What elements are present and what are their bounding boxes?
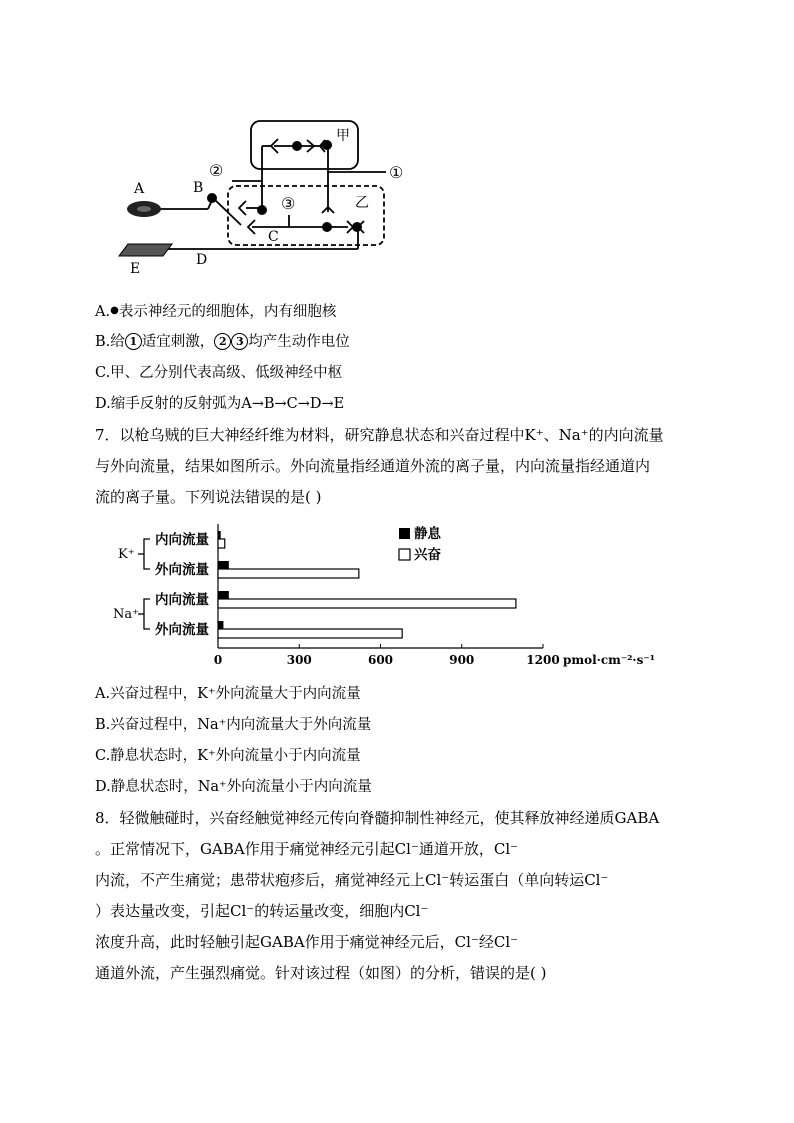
q8-line6: 通道外流，产生强烈痛觉。针对该过程（如图）的分析，错误的是( ) xyxy=(95,964,547,982)
bar-excite xyxy=(218,569,359,578)
q7-stem-line3: 流的离子量。下列说法错误的是( ) xyxy=(95,488,322,506)
q7-option-b: B.兴奋过程中，Na⁺内向流量大于外向流量 xyxy=(95,717,372,733)
legend-swatch-excite xyxy=(399,549,410,560)
label-c: C xyxy=(268,229,279,245)
reflex-arc-diagram xyxy=(0,0,794,290)
group-label-k: K⁺ xyxy=(118,547,135,562)
label-jia: 甲 xyxy=(336,128,350,144)
bar-rest xyxy=(218,561,229,569)
bar-rest xyxy=(218,591,229,599)
x-tick-label: 600 xyxy=(367,653,394,667)
category-label: 内向流量 xyxy=(155,592,209,608)
q7-stem-line1: 7．以枪乌贼的巨大神经纤维为材料，研究静息状态和兴奋过程中K⁺、Na⁺的内向流量 xyxy=(95,426,664,444)
legend-label-excite: 兴奋 xyxy=(414,547,441,563)
x-axis-label: pmol·cm⁻²·s⁻¹ xyxy=(563,653,655,667)
q7-stem-line2: 与外向流量，结果如图所示。外向流量指经通道外流的离子量，内向流量指经通道内 xyxy=(95,457,651,475)
q7-option-d: D.静息状态时，Na⁺外向流量小于内向流量 xyxy=(95,779,372,795)
legend-label-rest: 静息 xyxy=(414,526,441,542)
label-n3: ③ xyxy=(281,194,296,213)
group-label-na: Na⁺ xyxy=(113,607,139,622)
q6-option-a: A.●表示神经元的细胞体，内有细胞核 xyxy=(95,304,337,320)
category-label: 内向流量 xyxy=(155,532,209,548)
label-a: A xyxy=(134,181,145,197)
label-yi: 乙 xyxy=(355,195,369,211)
label-n1: ① xyxy=(389,163,404,182)
label-n2: ② xyxy=(209,161,224,180)
x-tick-label: 1200 xyxy=(526,653,560,667)
bar-excite xyxy=(218,599,516,608)
q8-line4: ）表达量改变，引起Cl⁻的转运量改变，细胞内Cl⁻ xyxy=(95,902,429,920)
q6-option-d: D.缩手反射的反射弧为A→B→C→D→E xyxy=(95,396,345,412)
x-tick-label: 300 xyxy=(286,653,312,667)
legend-swatch-rest xyxy=(399,528,410,539)
q8-line1: 8．轻微触碰时，兴奋经触觉神经元传向脊髓抑制性神经元，使其释放神经递质GABA xyxy=(95,809,660,827)
ion-flux-chart xyxy=(0,518,794,678)
q8-line2: 。正常情况下，GABA作用于痛觉神经元引起Cl⁻通道开放，Cl⁻ xyxy=(95,840,519,858)
x-tick-label: 0 xyxy=(213,653,223,667)
q6-option-b: B.给 1 适宜刺激， 2 3 均产生动作电位 xyxy=(95,334,350,350)
label-b: B xyxy=(193,180,204,196)
category-label: 外向流量 xyxy=(155,622,209,638)
q7-option-c: C.静息状态时，K⁺外向流量小于内向流量 xyxy=(95,748,361,764)
bar-rest xyxy=(218,621,223,629)
bar-excite xyxy=(218,539,225,548)
q8-line3: 内流，不产生痛觉；患带状疱疹后，痛觉神经元上Cl⁻转运蛋白（单向转运Cl⁻ xyxy=(95,871,609,889)
label-e: E xyxy=(130,261,141,277)
q8-line5: 浓度升高，此时轻触引起GABA作用于痛觉神经元后，Cl⁻经Cl⁻ xyxy=(95,933,519,951)
category-label: 外向流量 xyxy=(155,562,209,578)
label-d: D xyxy=(196,252,208,268)
q6-option-c: C.甲、乙分别代表高级、低级神经中枢 xyxy=(95,365,343,381)
bar-rest xyxy=(218,531,221,539)
q7-option-a: A.兴奋过程中，K⁺外向流量大于内向流量 xyxy=(95,686,361,702)
x-tick-label: 900 xyxy=(449,653,475,667)
effector-e xyxy=(119,244,172,256)
bar-excite xyxy=(218,629,402,638)
